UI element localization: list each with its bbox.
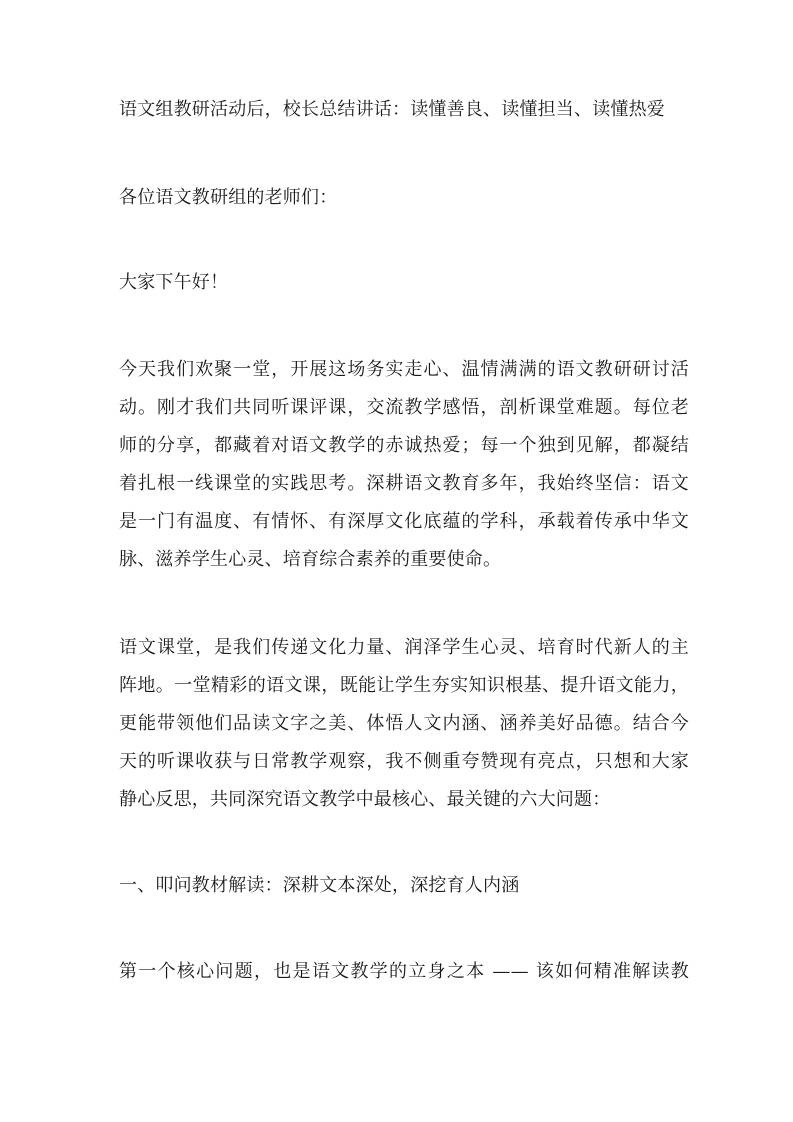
paragraph-line: 天的听课收获与日常教学观察，我不侧重夸赞现有亮点，只想和大家 [119,751,689,772]
section-paragraph-line: 第一个核心问题，也是语文教学的立身之本 —— 该如何精准解读教 [119,961,689,982]
paragraph-line: 师的分享，都藏着对语文教学的赤诚热爱；每一个独到见解，都凝结 [119,435,689,456]
paragraph-line: 脉、滋养学生心灵、培育综合素养的重要使命。 [119,549,502,570]
greeting: 大家下午好！ [119,272,229,293]
paragraph-line: 静心反思，共同深究语文教学中最核心、最关键的六大问题： [119,789,611,810]
section-heading: 一、叩问教材解读：深耕文本深处，深挖育人内涵 [119,875,520,896]
paragraph-line: 今天我们欢聚一堂，开展这场务实走心、温情满满的语文教研研讨活 [119,359,689,380]
paragraph-line: 阵地。一堂精彩的语文课，既能让学生夯实知识根基、提升语文能力， [119,675,689,696]
paragraph-line: 动。刚才我们共同听课评课，交流教学感悟，剖析课堂难题。每位老 [119,397,689,418]
salutation: 各位语文教研组的老师们： [119,187,338,208]
document-title: 语文组教研活动后，校长总结讲话：读懂善良、读懂担当、读懂热爱 [119,99,665,120]
paragraph-line: 着扎根一线课堂的实践思考。深耕语文教育多年，我始终坚信：语文 [119,473,689,494]
paragraph-line: 是一门有温度、有情怀、有深厚文化底蕴的学科，承载着传承中华文 [119,511,689,532]
paragraph-line: 语文课堂，是我们传递文化力量、润泽学生心灵、培育时代新人的主 [119,637,689,658]
paragraph-line: 更能带领他们品读文字之美、体悟人文内涵、涵养美好品德。结合今 [119,713,689,734]
